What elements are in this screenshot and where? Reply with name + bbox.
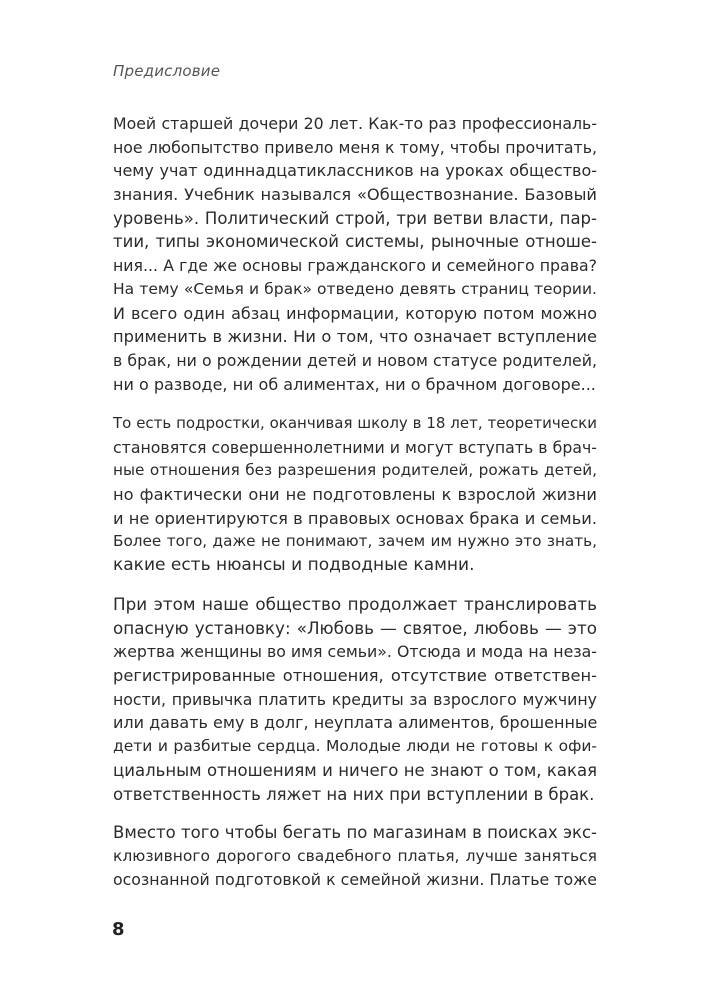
text-line: При этом наше общество продолжает транслировать (113, 594, 597, 614)
text-line: Вместо того чтобы бегать по магазинам в поисках экс- (113, 823, 597, 842)
text-line: становятся совершеннолетними и могут вступать в брач- (113, 437, 597, 457)
text-line: или давать ему в долг, неуплата алиментов, брошенные (113, 713, 598, 733)
text-line: На тему «Семья и брак» отведено девять страниц теории. (113, 279, 597, 298)
text-line: тии, типы экономической системы, рыночные отноше- (113, 232, 597, 252)
text-line: ни о разводе, ни об алиментах, ни о брачном договоре... (113, 374, 596, 394)
text-line: И всего один абзац информации, которую потом можно (113, 303, 597, 323)
text-line: знания. Учебник назывался «Обществознание. Базовый (113, 185, 597, 205)
paragraph (113, 112, 597, 396)
text-line: ные отношения без разрешения родителей, рожать детей, (113, 461, 597, 480)
text-line: жертва женщины во имя семьи». Отсюда и мода на неза- (113, 642, 597, 662)
text-line: ответственность ляжет на них при вступлении в брак. (113, 784, 595, 804)
page-number: 8 (112, 919, 125, 940)
text-line: клюзивного дорогого свадебного платья, лучше заняться (113, 846, 597, 865)
paragraph (113, 593, 597, 806)
text-line: уровень». Политический строй, три ветви власти, пар- (113, 208, 597, 228)
text-line: ное любопытство привело меня к тому, чтобы прочитать, (113, 137, 597, 157)
text-line: ности, привычка платить кредиты за взрослого мужчину (113, 689, 597, 709)
text-line: применить в жизни. Ни о том, что означает вступление (113, 327, 597, 347)
text-line: но фактически они не подготовлены к взрослой жизни (113, 485, 597, 505)
text-line: ния... А где же основы гражданского и семейного права? (113, 256, 597, 276)
text-line: и не ориентируются в правовых основах брака и семьи. (113, 508, 597, 528)
text-line: чему учат одиннадцатиклассников на уроках общество- (113, 161, 597, 181)
text-line: циальным отношениям и ничего не знают о том, какая (113, 760, 597, 780)
text-line: Более того, даже не понимают, зачем им нужно это знать, (113, 532, 597, 551)
text-line: регистрированные отношения, отсутствие ответствен- (113, 666, 597, 686)
text-line: дети и разбитые сердца. Молодые люди не готовы к офи- (113, 737, 597, 756)
text-line: осознанной подготовкой к семейной жизни. Платье тоже (113, 870, 597, 890)
text-line: Моей старшей дочери 20 лет. Как-то раз профессиональ- (113, 114, 597, 133)
text-line: какие есть нюансы и подводные камни. (113, 555, 475, 576)
paragraph (113, 412, 597, 578)
text-line: в брак, ни о рождении детей и новом статусе родителей, (113, 350, 597, 370)
paragraph (113, 821, 597, 892)
running-header: Предисловие (113, 62, 221, 80)
text-line: То есть подростки, оканчивая школу в 18 лет, теоретически (113, 414, 597, 432)
text-line: опасную установку: «Любовь — святое, любовь — это (113, 617, 597, 638)
